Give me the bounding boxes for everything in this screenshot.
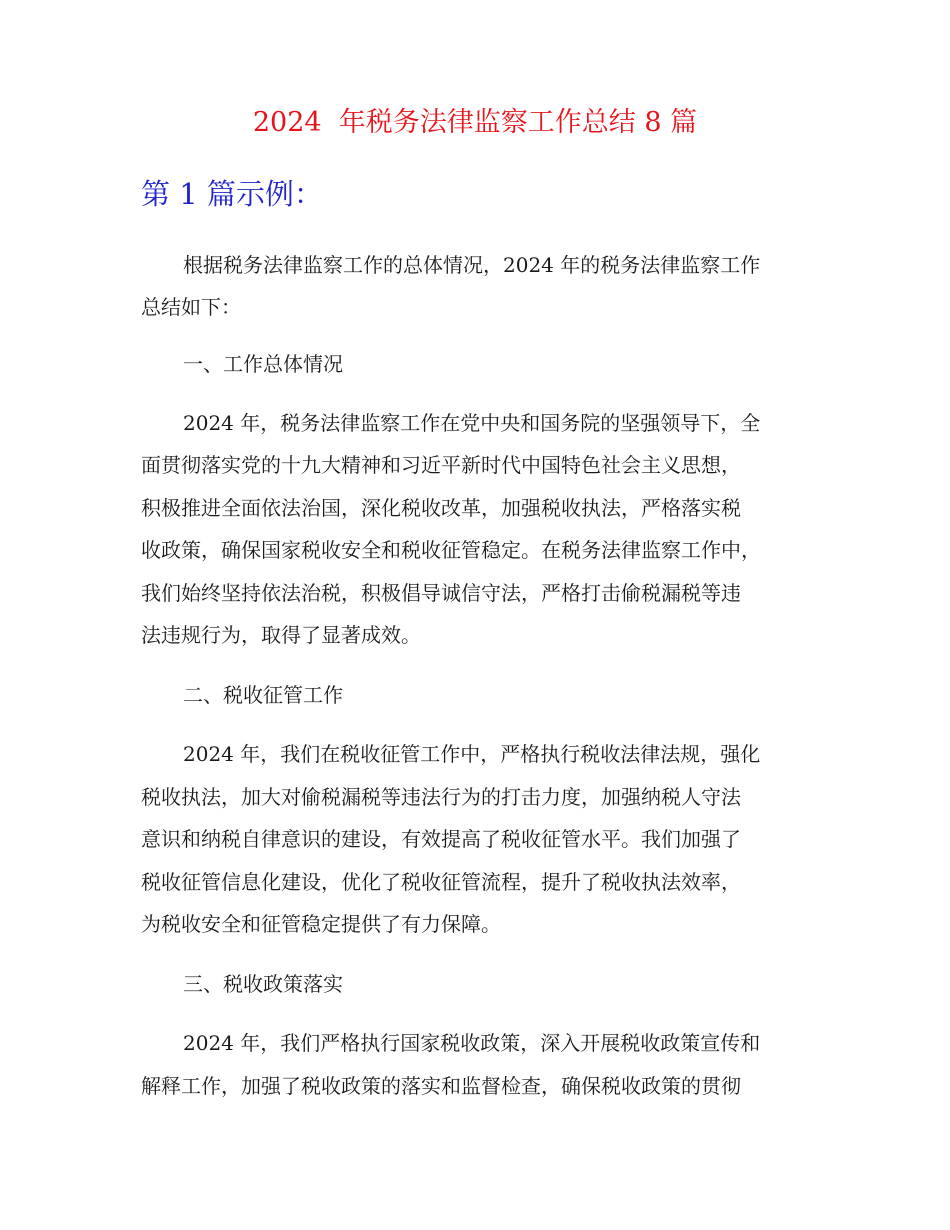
paragraph-line: 为税收安全和征管稳定提供了有力保障。	[141, 912, 501, 936]
paragraph-line: 我们始终坚持依法治税，积极倡导诚信守法，严格打击偷税漏税等违	[141, 581, 741, 605]
paragraph-line: 收政策，确保国家税收安全和税收征管稳定。在税务法律监察工作中，	[141, 538, 761, 562]
paragraph-line: 面贯彻落实党的十九大精神和习近平新时代中国特色社会主义思想，	[141, 453, 741, 477]
paragraph-line: 法违规行为，取得了显著成效。	[141, 623, 421, 647]
paragraph-line: 2024 年，我们在税收征管工作中，严格执行税收法律法规，强化	[183, 742, 761, 766]
paragraph-line: 解释工作，加强了税收政策的落实和监督检查，确保税收政策的贯彻	[141, 1074, 741, 1098]
subheading: 一、工作总体情况	[183, 352, 343, 376]
subheading: 三、税收政策落实	[183, 972, 343, 996]
paragraph-line: 意识和纳税自律意识的建设，有效提高了税收征管水平。我们加强了	[141, 827, 741, 851]
subheading: 二、税收征管工作	[183, 683, 343, 707]
paragraph-line: 2024 年，税务法律监察工作在党中央和国务院的坚强领导下，全	[183, 411, 761, 435]
paragraph-line: 积极推进全面依法治国，深化税收改革，加强税收执法，严格落实税	[141, 496, 741, 520]
paragraph-line: 根据税务法律监察工作的总体情况，2024 年的税务法律监察工作	[183, 253, 761, 277]
paragraph-line: 税收执法，加大对偷税漏税等违法行为的打击力度，加强纳税人守法	[141, 785, 741, 809]
section-heading: 第 1 篇示例：	[141, 177, 323, 211]
paragraph-line: 税收征管信息化建设，优化了税收征管流程，提升了税收执法效率，	[141, 870, 741, 894]
paragraph-line: 总结如下：	[141, 295, 241, 319]
document-title: 2024 年税务法律监察工作总结 8 篇	[252, 107, 698, 138]
paragraph-line: 2024 年，我们严格执行国家税收政策，深入开展税收政策宣传和	[183, 1031, 761, 1055]
